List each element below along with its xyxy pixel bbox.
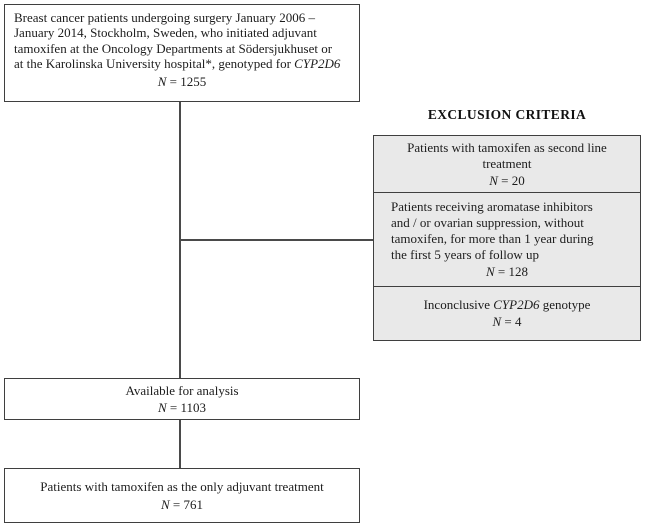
final-count <box>161 496 203 513</box>
exclusion2-text <box>384 199 594 263</box>
final-text: Patients with tamoxifen as the only adjuvant treatment <box>40 478 324 494</box>
gene-name: CYP2D6 <box>294 56 341 72</box>
box-exclusion-second-line <box>374 136 640 192</box>
box-exclusion-inconclusive <box>374 286 640 340</box>
initial-cohort-line1: Breast cancer patients undergoing surgery January 2006 – <box>14 10 315 25</box>
exclusion3-text <box>424 297 591 313</box>
box-tamoxifen-only <box>4 468 360 523</box>
exclusion-boxes <box>373 135 641 341</box>
n-symbol: N <box>485 264 495 279</box>
initial-cohort-count <box>5 73 359 90</box>
connector-vertical-bottom <box>179 420 181 468</box>
exclusion3-pre: Inconclusive <box>423 297 494 312</box>
n-value: = 761 <box>169 496 203 512</box>
initial-cohort-line4 <box>14 56 350 71</box>
available-count <box>158 399 206 416</box>
n-symbol: N <box>157 73 167 89</box>
n-value: = 128 <box>494 264 528 279</box>
exclusion2-count <box>486 263 528 280</box>
exclusion3-post: genotype <box>539 297 591 312</box>
n-symbol: N <box>489 172 498 188</box>
box-initial-cohort <box>4 4 360 102</box>
available-text: Available for analysis <box>125 382 239 398</box>
n-symbol: N <box>157 399 167 415</box>
exclusion2-line1: Patients receiving aromatase inhibitors <box>391 199 593 214</box>
initial-cohort-line2: January 2014, Stockholm, Sweden, who initiated adjuvant <box>14 25 317 41</box>
n-symbol: N <box>160 496 170 512</box>
n-symbol: N <box>492 314 502 329</box>
box-available-for-analysis <box>4 378 360 420</box>
exclusion1-text: Patients with tamoxifen as second line treatment <box>407 139 607 171</box>
exclusion2-line3: tamoxifen, for more than 1 year during <box>391 231 594 246</box>
initial-cohort-line4-text: at the Karolinska University hospital*, genotyped for <box>14 56 295 72</box>
n-value: = 1103 <box>166 399 207 415</box>
n-value: = 20 <box>497 172 525 188</box>
exclusion2-line2: and / or ovarian suppression, without <box>391 215 584 230</box>
exclusion-criteria-heading: EXCLUSION CRITERIA <box>427 107 587 122</box>
initial-cohort-text <box>5 5 359 72</box>
gene-name: CYP2D6 <box>493 297 540 312</box>
initial-cohort-line3: tamoxifen at the Oncology Departments at Södersjukhuset or <box>14 40 333 56</box>
exclusion3-count <box>492 313 521 330</box>
connector-horizontal-exclusions <box>180 239 373 241</box>
exclusion1-count <box>489 172 525 189</box>
exclusion2-line4: the first 5 years of follow up <box>391 247 540 262</box>
n-value: = 1255 <box>166 73 207 89</box>
box-exclusion-aromatase <box>374 192 640 286</box>
n-value: = 4 <box>501 314 522 329</box>
